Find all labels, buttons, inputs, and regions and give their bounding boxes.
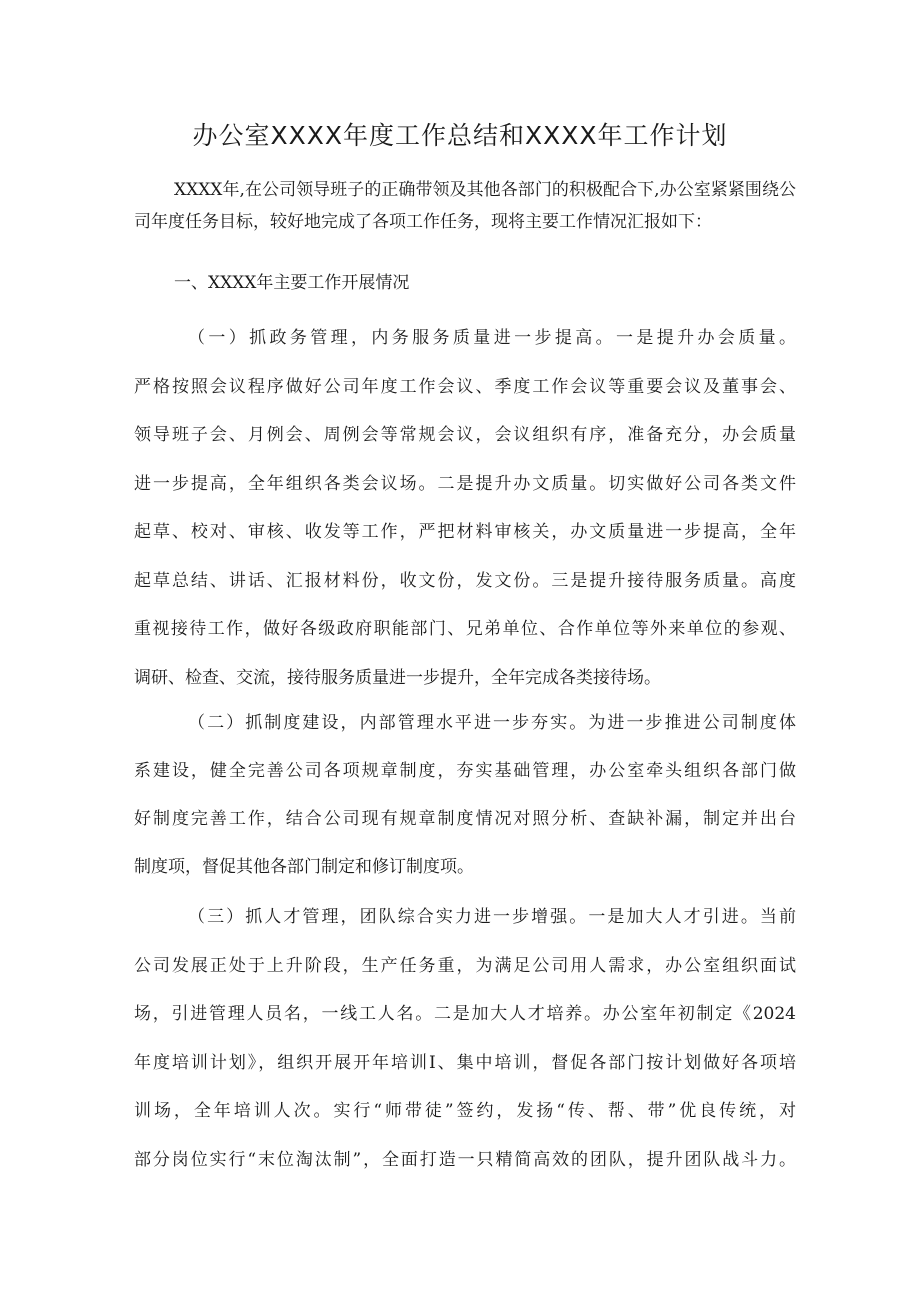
paragraph-1: [134, 314, 796, 702]
paragraph-line: 好制度完善工作，结合公司现有规章制度情况对照分析、查缺补漏，制定并出台: [134, 809, 796, 829]
paragraph-line: 部分岗位实行“末位淘汰制”，全面打造一只精简高效的团队，提升团队战斗力。: [134, 1149, 796, 1170]
paragraph-3: [134, 893, 796, 1184]
paragraph-line: （一）抓政务管理，内务服务质量进一步提高。一是提升办会质量。: [188, 328, 796, 348]
paragraph-line: 起草、校对、审核、收发等工作，严把材料审核关，办文质量进一步提高，全年: [134, 522, 796, 542]
paragraph-line: 调研、检查、交流，接待服务质量进一步提升，全年完成各类接待场。: [134, 667, 661, 688]
document-title: 办公室XXXX年度工作总结和XXXX年工作计划: [192, 121, 728, 150]
paragraph-line: 系建设，健全完善公司各项规章制度，夯实基础管理，办公室牵头组织各部门做: [134, 761, 796, 781]
paragraph-line: 进一步提高，全年组织各类会议场。二是提升办文质量。切实做好公司各类文件: [134, 473, 796, 494]
paragraph-2: [134, 699, 796, 891]
paragraph-line: 年度培训计划》，组织开展开年培训I、集中培训，督促各部门按计划做好各项培: [134, 1052, 796, 1073]
paragraph-line: 训场，全年培训人次。实行“师带徒”签约，发扬“传、帮、带”优良传统，对: [134, 1101, 796, 1121]
paragraph-line: 严格按照会议程序做好公司年度工作会议、季度工作会议等重要会议及董事会、: [134, 376, 796, 397]
paragraph-line: 场，引进管理人员名，一线工人名。二是加大人才培养。办公室年初制定《2024: [134, 1004, 796, 1024]
paragraph-line: 起草总结、讲话、汇报材料份，收文份，发文份。三是提升接待服务质量。高度: [134, 570, 796, 591]
paragraph-line: 公司发展正处于上升阶段，生产任务重，为满足公司用人需求，办公室组织面试: [134, 955, 796, 976]
paragraph-line: 领导班子会、月例会、周例会等常规会议，会议组织有序，准备充分，办会质量: [134, 425, 796, 445]
paragraph-line: （三）抓人才管理，团队综合实力进一步增强。一是加大人才引进。当前: [188, 907, 796, 927]
paragraph-line: （二）抓制度建设，内部管理水平进一步夯实。为进一步推进公司制度体: [188, 713, 796, 733]
paragraph-line: 重视接待工作，做好各级政府职能部门、兄弟单位、合作单位等外来单位的参观、: [134, 619, 796, 639]
paragraph-line: 制度项，督促其他各部门制定和修订制度项。: [134, 857, 474, 877]
intro-paragraph: XXXX年,在公司领导班子的正确带领及其他各部门的积极配合下,办公室紧紧围绕公司年度任务目标，较好地完成了各项工作任务，现将主要工作情况汇报如下：: [134, 180, 796, 232]
section-heading: 一、XXXX年主要工作开展情况: [174, 273, 410, 293]
